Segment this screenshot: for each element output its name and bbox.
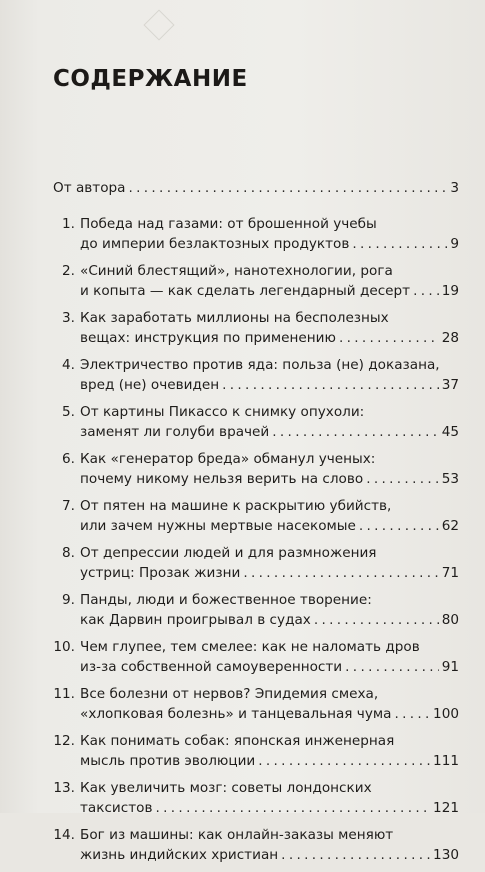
chapter-title-line: Бог из машины: как онлайн-заказы меняют — [80, 827, 394, 843]
toc-page-number: 111 — [433, 753, 459, 769]
toc-page-number: 37 — [441, 377, 459, 393]
toc-page-number: 80 — [441, 612, 459, 628]
chapter-title-line: Как увеличить мозг: советы лондонских — [80, 780, 372, 796]
toc-chapter-entry — [53, 684, 459, 724]
toc-leader-dots — [281, 845, 430, 865]
chapter-number: 7. — [62, 498, 75, 514]
chapter-number: 9. — [62, 592, 75, 608]
toc-leader-dots — [394, 704, 430, 724]
chapter-number: 6. — [62, 451, 75, 467]
chapter-number: 14. — [53, 827, 75, 843]
toc-leader-dots — [156, 798, 431, 818]
toc-page-number: 28 — [441, 330, 459, 346]
toc-leader-dots — [345, 657, 439, 677]
chapter-title-line: «Синий блестящий», нанотехнологии, рога — [80, 263, 393, 279]
chapter-title-line: Победа над газами: от брошенной учебы — [80, 216, 377, 232]
chapter-title-line: из-за собственной самоуверенности — [80, 659, 343, 675]
chapter-title-line: «хлопковая болезнь» и танцевальная чума — [80, 706, 392, 722]
toc-leader-dots — [413, 281, 439, 301]
chapter-number: 1. — [62, 216, 75, 232]
toc-page-number: 45 — [441, 424, 459, 440]
toc-leader-dots — [366, 469, 438, 489]
toc-leader-dots — [272, 422, 438, 442]
decorative-ornament-icon — [143, 9, 174, 40]
chapter-number: 11. — [53, 686, 75, 702]
toc-leader-dots — [243, 563, 438, 583]
toc-chapter-entry — [53, 402, 459, 442]
chapter-title-line: жизнь индийских христиан — [80, 847, 279, 863]
chapter-title-line: как Дарвин проигрывал в судах — [80, 612, 311, 628]
chapter-title-line: таксистов — [80, 800, 153, 816]
toc-page-number: 3 — [450, 180, 459, 196]
chapter-title-line: вещах: инструкция по применению — [80, 330, 336, 346]
toc-chapter-entry — [53, 590, 459, 630]
toc-page-number: 9 — [450, 236, 459, 252]
chapter-number: 10. — [53, 639, 75, 655]
chapter-number: 8. — [62, 545, 75, 561]
toc-entry-author — [53, 178, 459, 198]
chapter-list — [53, 214, 459, 865]
chapter-title-line: вред (не) очевиден — [80, 377, 220, 393]
chapter-title-line: до империи безлактозных продуктов — [80, 236, 350, 252]
table-of-contents — [53, 178, 459, 872]
toc-chapter-entry — [53, 261, 459, 301]
toc-page-number: 130 — [433, 847, 459, 863]
chapter-title-line: Как «генератор бреда» обманул ученых: — [80, 451, 376, 467]
chapter-title-line: и копыта — как сделать легендарный десерт — [80, 283, 411, 299]
chapter-title-line: Чем глупее, тем смелее: как не наломать дров — [80, 639, 420, 655]
chapter-number: 5. — [62, 404, 75, 420]
toc-page-number: 62 — [441, 518, 459, 534]
chapter-number: 12. — [53, 733, 75, 749]
toc-leader-dots — [352, 234, 447, 254]
chapter-number: 13. — [53, 780, 75, 796]
chapter-title-line: От картины Пикассо к снимку опухоли: — [80, 404, 365, 420]
toc-page-number: 121 — [433, 800, 459, 816]
toc-leader-dots — [222, 375, 439, 395]
toc-chapter-entry — [53, 214, 459, 254]
chapter-title-line: устриц: Прозак жизни — [80, 565, 241, 581]
toc-page-number: 53 — [441, 471, 459, 487]
chapter-title-line: Как понимать собак: японская инженерная — [80, 733, 395, 749]
chapter-title-line: Электричество против яда: польза (не) доказана, — [80, 357, 440, 373]
toc-leader-dots — [128, 178, 447, 198]
chapter-number: 4. — [62, 357, 75, 373]
page-title: СОДЕРЖАНИЕ — [53, 66, 248, 92]
chapter-title-line: или зачем нужны мертвые насекомые — [80, 518, 356, 534]
chapter-title-line: заменят ли голуби врачей — [80, 424, 270, 440]
toc-page-number: 91 — [441, 659, 459, 675]
toc-page-number: 19 — [441, 283, 459, 299]
toc-page-number: 100 — [433, 706, 459, 722]
toc-chapter-entry — [53, 355, 459, 395]
toc-chapter-entry — [53, 308, 459, 348]
toc-chapter-entry — [53, 778, 459, 818]
chapter-title-line: Как заработать миллионы на бесполезных — [80, 310, 389, 326]
toc-page-number: 71 — [441, 565, 459, 581]
chapter-title-line: мысль против эволюции — [80, 753, 256, 769]
toc-chapter-entry — [53, 731, 459, 771]
toc-chapter-entry — [53, 496, 459, 536]
chapter-title-line: От депрессии людей и для размножения — [80, 545, 377, 561]
toc-chapter-entry — [53, 543, 459, 583]
chapter-number: 2. — [62, 263, 75, 279]
toc-leader-dots — [359, 516, 439, 536]
toc-entry-text: От автора — [53, 180, 126, 196]
toc-chapter-entry — [53, 449, 459, 489]
chapter-title-line: Все болезни от нервов? Эпидемия смеха, — [80, 686, 379, 702]
toc-leader-dots — [314, 610, 439, 630]
toc-chapter-entry — [53, 825, 459, 865]
chapter-title-line: почему никому нельзя верить на слово — [80, 471, 364, 487]
chapter-title-line: От пятен на машине к раскрытию убийств, — [80, 498, 392, 514]
toc-chapter-entry — [53, 637, 459, 677]
toc-leader-dots — [258, 751, 430, 771]
chapter-title-line: Панды, люди и божественное творение: — [80, 592, 372, 608]
chapter-number: 3. — [62, 310, 75, 326]
toc-leader-dots — [339, 328, 439, 348]
